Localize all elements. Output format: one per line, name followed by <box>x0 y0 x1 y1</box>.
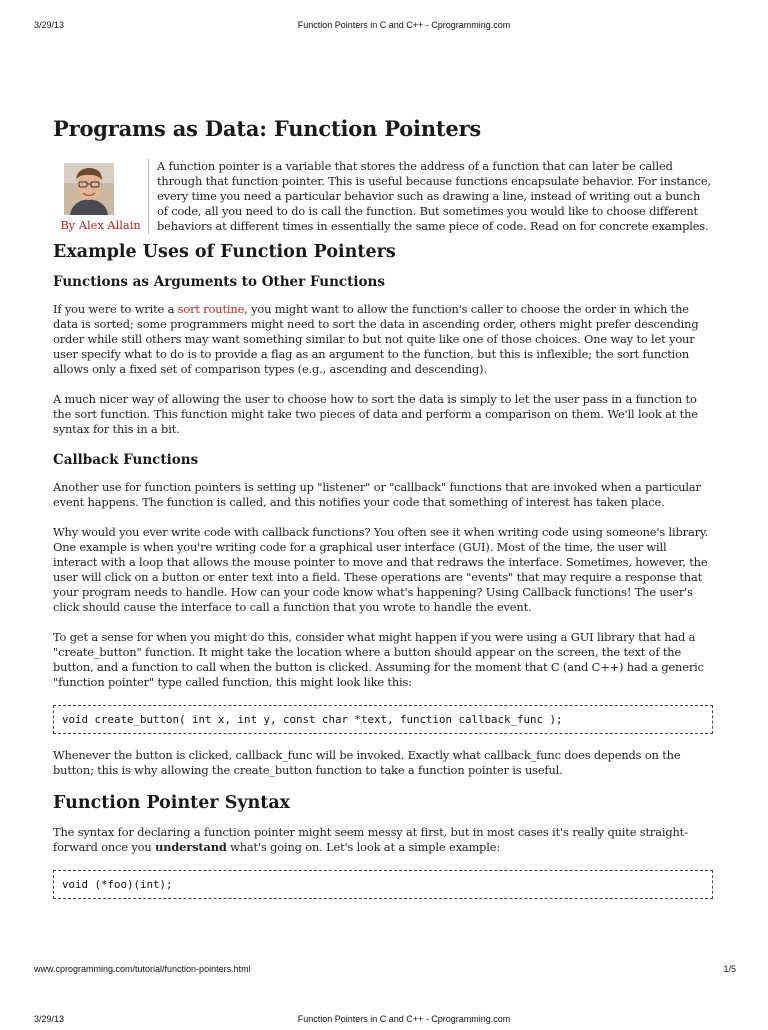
print-url: www.cprogramming.com/tutorial/function-pointers.html <box>34 964 251 974</box>
next-page-header <box>0 1014 768 1030</box>
print-title: Function Pointers in C and C++ - Cprogramming.com <box>297 20 511 30</box>
page-number: 1/5 <box>723 964 736 974</box>
print-title: Function Pointers in C and C++ - Cprogramming.com <box>297 1014 511 1024</box>
paragraph: A much nicer way of allowing the user to choose how to sort the data is simply to let the user pass in a function to the sort function. This function might take two pieces of data and perform a comparison on them. We'll look at the syntax for this in a bit. <box>53 392 698 436</box>
intro-paragraph: A function pointer is a variable that stores the address of a function that can later be called through that function pointer. This is useful because functions encapsulate behavior. For instance, every time you need a particular behavior such as drawing a line, instead of writing out a bunch of code, all you need to do is call the function. But sometimes you would like to choose different behaviors at different times in essentially the same piece of code. Read on for concrete examples. <box>157 159 711 233</box>
article <box>53 116 713 913</box>
paragraph: The syntax for declaring a function pointer might seem messy at first, but in most cases it's really quite straight-forward once you understand what's going on. Let's look at a simple example: <box>53 825 688 854</box>
intro-text <box>148 159 713 234</box>
code-block-foo: void (*foo)(int); <box>53 870 713 899</box>
author-avatar <box>64 163 114 215</box>
paragraph: To get a sense for when you might do this, consider what might happen if you were using a GUI library that had a "create_button" function. It might take the location where a button should appear on the screen, the text of the button, and a function to call when the button is clicked. Assuming for the moment that C (and C++) had a generic "function pointer" type called function, this might look like this: <box>53 630 704 689</box>
paragraph: If you were to write a sort routine, you might want to allow the function's caller to choose the order in which the data is sorted; some programmers might need to sort the data in ascending order, others might prefer descending order while still others may want something similar to but not quite like one of those choices. One way to let your user specify what to do is to provide a flag as an argument to the function, but this is inflexible; the sort function allows only a fixed set of comparison types (e.g., ascending and descending). <box>53 302 699 376</box>
print-date: 3/29/13 <box>34 20 65 30</box>
paragraph: Whenever the button is clicked, callback_func will be invoked. Exactly what callback_func does depends on the button; this is why allowing the create_button function to take a function pointer is useful. <box>53 748 681 777</box>
paragraph: Why would you ever write code with callback functions? You often see it when writing code using someone's library. One example is when you're writing code for a graphical user interface (GUI). Most of the time, the user will interact with a loop that allows the mouse pointer to move and that redraws the interface. Sometimes, however, the user will click on a button or enter text into a field. These operations are "events" that may require a response that your program needs to handle. How can your code know what's happening? Using Callback functions! The user's click should cause the interface to call a function that you wrote to handle the event. <box>53 525 709 614</box>
author-byline[interactable]: By Alex Allain <box>60 218 141 232</box>
author-block <box>53 159 148 234</box>
sort-routine-link[interactable]: sort routine <box>177 302 245 316</box>
section-example-uses: Example Uses of Function Pointers <box>53 242 396 262</box>
paragraph: Another use for function pointers is setting up "listener" or "callback" functions that are invoked when a particular event happens. The function is called, and this notifies your code that something of interest has taken place. <box>53 480 701 509</box>
subsection-callback-functions: Callback Functions <box>53 452 199 468</box>
print-date: 3/29/13 <box>34 1014 65 1024</box>
page-title: Programs as Data: Function Pointers <box>53 116 482 141</box>
section-function-pointer-syntax: Function Pointer Syntax <box>53 793 291 813</box>
print-header <box>0 20 768 36</box>
intro <box>53 159 713 234</box>
subsection-functions-as-arguments: Functions as Arguments to Other Functions <box>53 274 385 290</box>
code-block-create-button: void create_button( int x, int y, const char *text, function callback_func ); <box>53 705 713 734</box>
